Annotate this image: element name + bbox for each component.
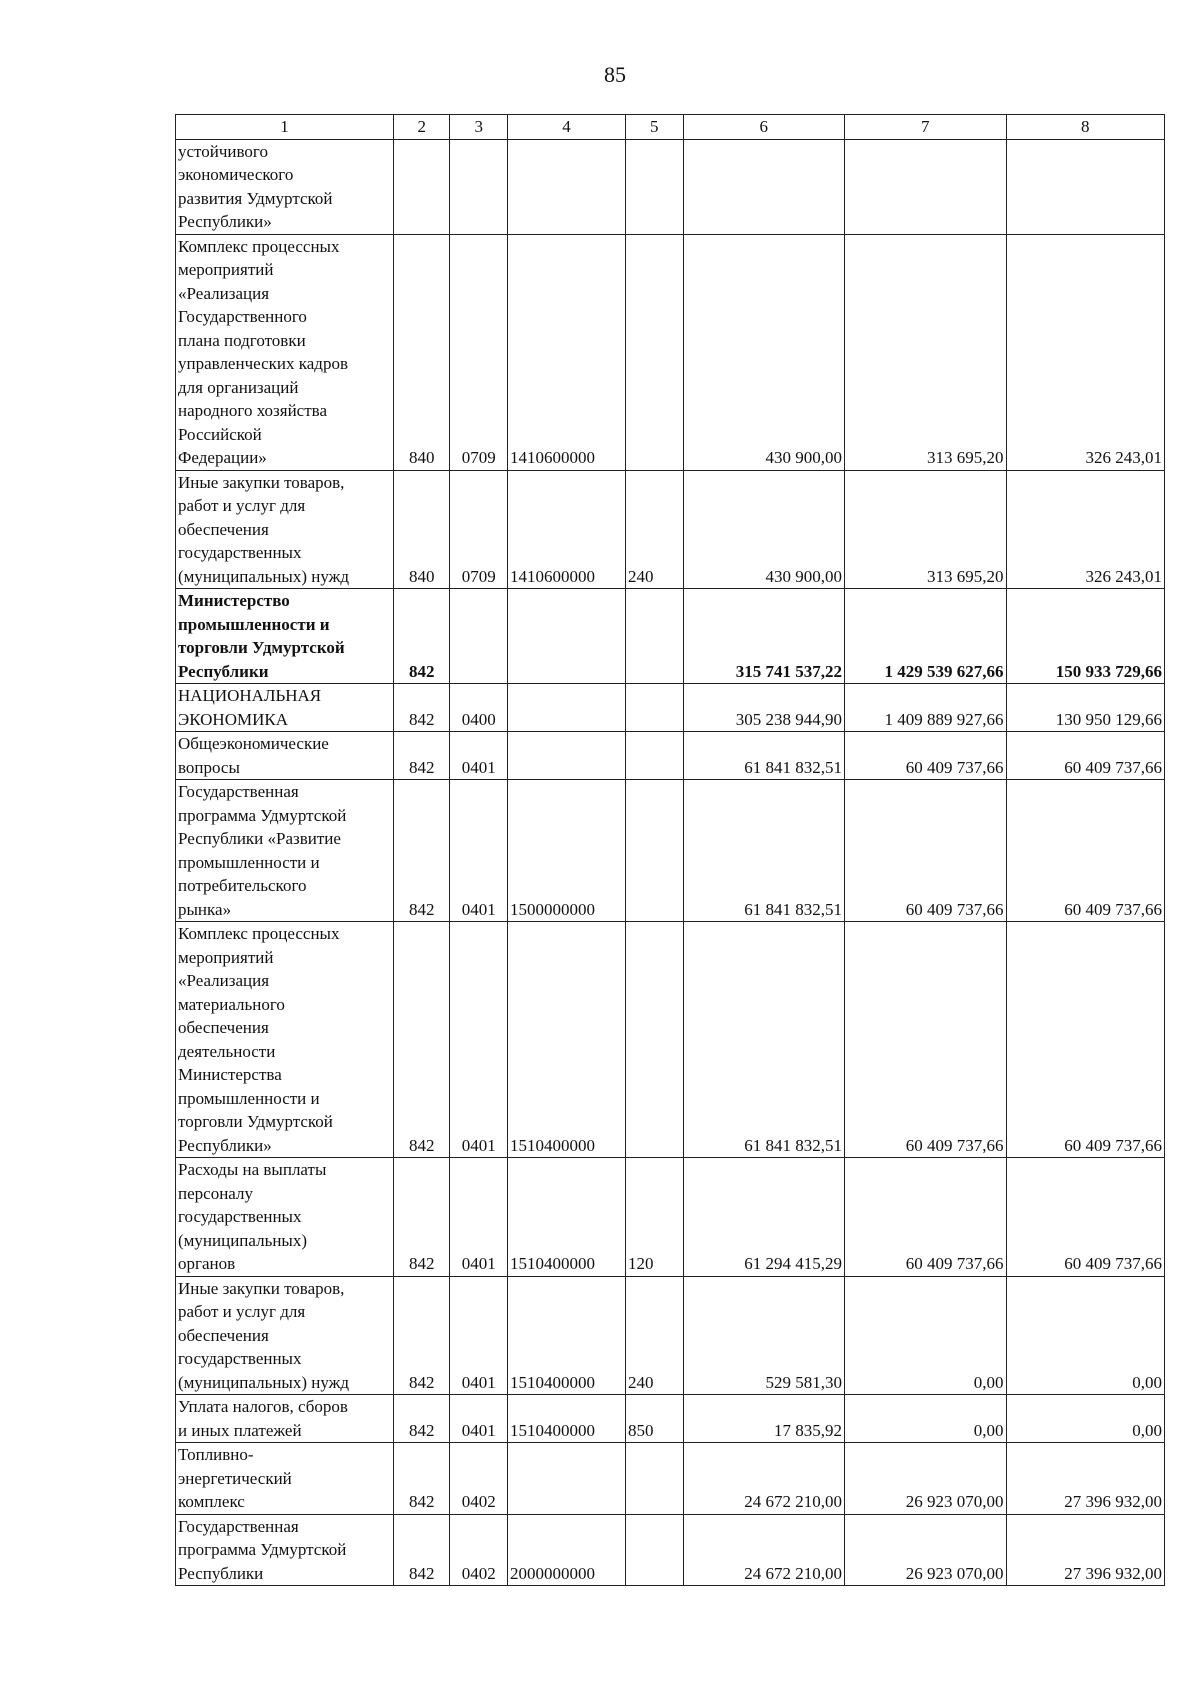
page-number: 85: [604, 62, 626, 87]
amount-col-6-cell: 61 841 832,51: [683, 780, 844, 922]
table-row: [176, 470, 1165, 589]
amount-col-8-cell: 60 409 737,66: [1006, 780, 1165, 922]
header-col-6: 6: [683, 115, 844, 140]
budget-table: [175, 114, 1165, 1586]
table-row: [176, 780, 1165, 922]
amount-col-7-cell: 1 409 889 927,66: [845, 684, 1006, 732]
table-row: [176, 732, 1165, 780]
amount-col-8-cell: [1006, 139, 1165, 234]
amount-col-7-cell: 26 923 070,00: [845, 1443, 1006, 1515]
table-row: [176, 922, 1165, 1158]
target-article-cell: [507, 139, 625, 234]
table-row: [176, 139, 1165, 234]
expense-type-cell: [626, 234, 684, 470]
ministry-code-cell: 842: [393, 780, 450, 922]
amount-col-8-cell: 27 396 932,00: [1006, 1443, 1165, 1515]
header-col-7: 7: [845, 115, 1006, 140]
header-col-2: 2: [393, 115, 450, 140]
amount-col-8-cell: 0,00: [1006, 1395, 1165, 1443]
amount-col-7-cell: 313 695,20: [845, 470, 1006, 589]
section-code-cell: 0709: [450, 234, 508, 470]
target-article-cell: [507, 1443, 625, 1515]
amount-col-6-cell: 430 900,00: [683, 234, 844, 470]
amount-col-6-cell: [683, 139, 844, 234]
item-name-cell: Иные закупки товаров, работ и услуг для обеспечения государственных (муниципальных) нужд: [176, 1276, 394, 1395]
amount-col-7-cell: 0,00: [845, 1276, 1006, 1395]
ministry-code-cell: [393, 139, 450, 234]
target-article-cell: [507, 684, 625, 732]
item-name-cell: Комплекс процессных мероприятий «Реализация материального обеспечения деятельности Министерства промышленности и торговли Удмуртской Республики»: [176, 922, 394, 1158]
expense-type-cell: 850: [626, 1395, 684, 1443]
table-row: [176, 1276, 1165, 1395]
item-name-cell: Государственная программа Удмуртской Республики: [176, 1514, 394, 1586]
ministry-code-cell: 842: [393, 1395, 450, 1443]
header-col-5: 5: [626, 115, 684, 140]
item-name-cell: Министерство промышленности и торговли Удмуртской Республики: [176, 589, 394, 684]
ministry-code-cell: 842: [393, 922, 450, 1158]
amount-col-6-cell: 430 900,00: [683, 470, 844, 589]
amount-col-7-cell: 0,00: [845, 1395, 1006, 1443]
header-row: [176, 115, 1165, 140]
section-code-cell: 0401: [450, 1276, 508, 1395]
expense-type-cell: [626, 922, 684, 1158]
expense-type-cell: 120: [626, 1158, 684, 1277]
amount-col-6-cell: 61 294 415,29: [683, 1158, 844, 1277]
section-code-cell: 0400: [450, 684, 508, 732]
item-name-cell: Уплата налогов, сборов и иных платежей: [176, 1395, 394, 1443]
header-col-3: 3: [450, 115, 508, 140]
amount-col-6-cell: 315 741 537,22: [683, 589, 844, 684]
table-row: [176, 234, 1165, 470]
expense-type-cell: 240: [626, 1276, 684, 1395]
amount-col-8-cell: 0,00: [1006, 1276, 1165, 1395]
amount-col-7-cell: 60 409 737,66: [845, 922, 1006, 1158]
table-row: [176, 1443, 1165, 1515]
expense-type-cell: [626, 780, 684, 922]
expense-type-cell: [626, 1443, 684, 1515]
section-code-cell: [450, 589, 508, 684]
amount-col-8-cell: 60 409 737,66: [1006, 922, 1165, 1158]
amount-col-8-cell: 150 933 729,66: [1006, 589, 1165, 684]
amount-col-6-cell: 17 835,92: [683, 1395, 844, 1443]
section-code-cell: 0402: [450, 1514, 508, 1586]
table-row: [176, 1514, 1165, 1586]
amount-col-6-cell: 305 238 944,90: [683, 684, 844, 732]
amount-col-6-cell: 61 841 832,51: [683, 922, 844, 1158]
section-code-cell: 0709: [450, 470, 508, 589]
item-name-cell: Топливно- энергетический комплекс: [176, 1443, 394, 1515]
amount-col-8-cell: 60 409 737,66: [1006, 1158, 1165, 1277]
table-row: [176, 589, 1165, 684]
expense-type-cell: 240: [626, 470, 684, 589]
section-code-cell: 0401: [450, 780, 508, 922]
target-article-cell: 1510400000: [507, 1276, 625, 1395]
target-article-cell: 1410600000: [507, 234, 625, 470]
ministry-code-cell: 842: [393, 1443, 450, 1515]
amount-col-8-cell: 27 396 932,00: [1006, 1514, 1165, 1586]
ministry-code-cell: 842: [393, 1158, 450, 1277]
item-name-cell: устойчивого экономического развития Удмуртской Республики»: [176, 139, 394, 234]
amount-col-7-cell: 60 409 737,66: [845, 1158, 1006, 1277]
item-name-cell: НАЦИОНАЛЬНАЯ ЭКОНОМИКА: [176, 684, 394, 732]
ministry-code-cell: 840: [393, 234, 450, 470]
target-article-cell: [507, 589, 625, 684]
section-code-cell: 0402: [450, 1443, 508, 1515]
expense-type-cell: [626, 1514, 684, 1586]
target-article-cell: 1510400000: [507, 1158, 625, 1277]
amount-col-8-cell: 60 409 737,66: [1006, 732, 1165, 780]
ministry-code-cell: 842: [393, 684, 450, 732]
ministry-code-cell: 842: [393, 1514, 450, 1586]
section-code-cell: 0401: [450, 922, 508, 1158]
item-name-cell: Расходы на выплаты персоналу государственных (муниципальных) органов: [176, 1158, 394, 1277]
amount-col-7-cell: 313 695,20: [845, 234, 1006, 470]
amount-col-7-cell: 60 409 737,66: [845, 780, 1006, 922]
ministry-code-cell: 842: [393, 732, 450, 780]
expense-type-cell: [626, 589, 684, 684]
amount-col-8-cell: 326 243,01: [1006, 234, 1165, 470]
target-article-cell: 1510400000: [507, 922, 625, 1158]
section-code-cell: 0401: [450, 1395, 508, 1443]
amount-col-8-cell: 326 243,01: [1006, 470, 1165, 589]
item-name-cell: Общеэкономические вопросы: [176, 732, 394, 780]
expense-type-cell: [626, 732, 684, 780]
target-article-cell: 1500000000: [507, 780, 625, 922]
amount-col-6-cell: 24 672 210,00: [683, 1443, 844, 1515]
expense-type-cell: [626, 139, 684, 234]
target-article-cell: 1510400000: [507, 1395, 625, 1443]
target-article-cell: 2000000000: [507, 1514, 625, 1586]
amount-col-8-cell: 130 950 129,66: [1006, 684, 1165, 732]
table-row: [176, 684, 1165, 732]
amount-col-6-cell: 61 841 832,51: [683, 732, 844, 780]
section-code-cell: 0401: [450, 732, 508, 780]
header-col-1: 1: [176, 115, 394, 140]
amount-col-7-cell: [845, 139, 1006, 234]
amount-col-6-cell: 24 672 210,00: [683, 1514, 844, 1586]
table-row: [176, 1395, 1165, 1443]
section-code-cell: 0401: [450, 1158, 508, 1277]
item-name-cell: Комплекс процессных мероприятий «Реализация Государственного плана подготовки управленческих кадров для организаций народного хозяйства Российской Федерации»: [176, 234, 394, 470]
expense-type-cell: [626, 684, 684, 732]
ministry-code-cell: 842: [393, 1276, 450, 1395]
table-row: [176, 1158, 1165, 1277]
header-col-8: 8: [1006, 115, 1165, 140]
header-col-4: 4: [507, 115, 625, 140]
section-code-cell: [450, 139, 508, 234]
item-name-cell: Государственная программа Удмуртской Республики «Развитие промышленности и потребительского рынка»: [176, 780, 394, 922]
target-article-cell: [507, 732, 625, 780]
amount-col-7-cell: 60 409 737,66: [845, 732, 1006, 780]
ministry-code-cell: 842: [393, 589, 450, 684]
amount-col-7-cell: 1 429 539 627,66: [845, 589, 1006, 684]
amount-col-6-cell: 529 581,30: [683, 1276, 844, 1395]
item-name-cell: Иные закупки товаров, работ и услуг для обеспечения государственных (муниципальных) нужд: [176, 470, 394, 589]
amount-col-7-cell: 26 923 070,00: [845, 1514, 1006, 1586]
ministry-code-cell: 840: [393, 470, 450, 589]
target-article-cell: 1410600000: [507, 470, 625, 589]
